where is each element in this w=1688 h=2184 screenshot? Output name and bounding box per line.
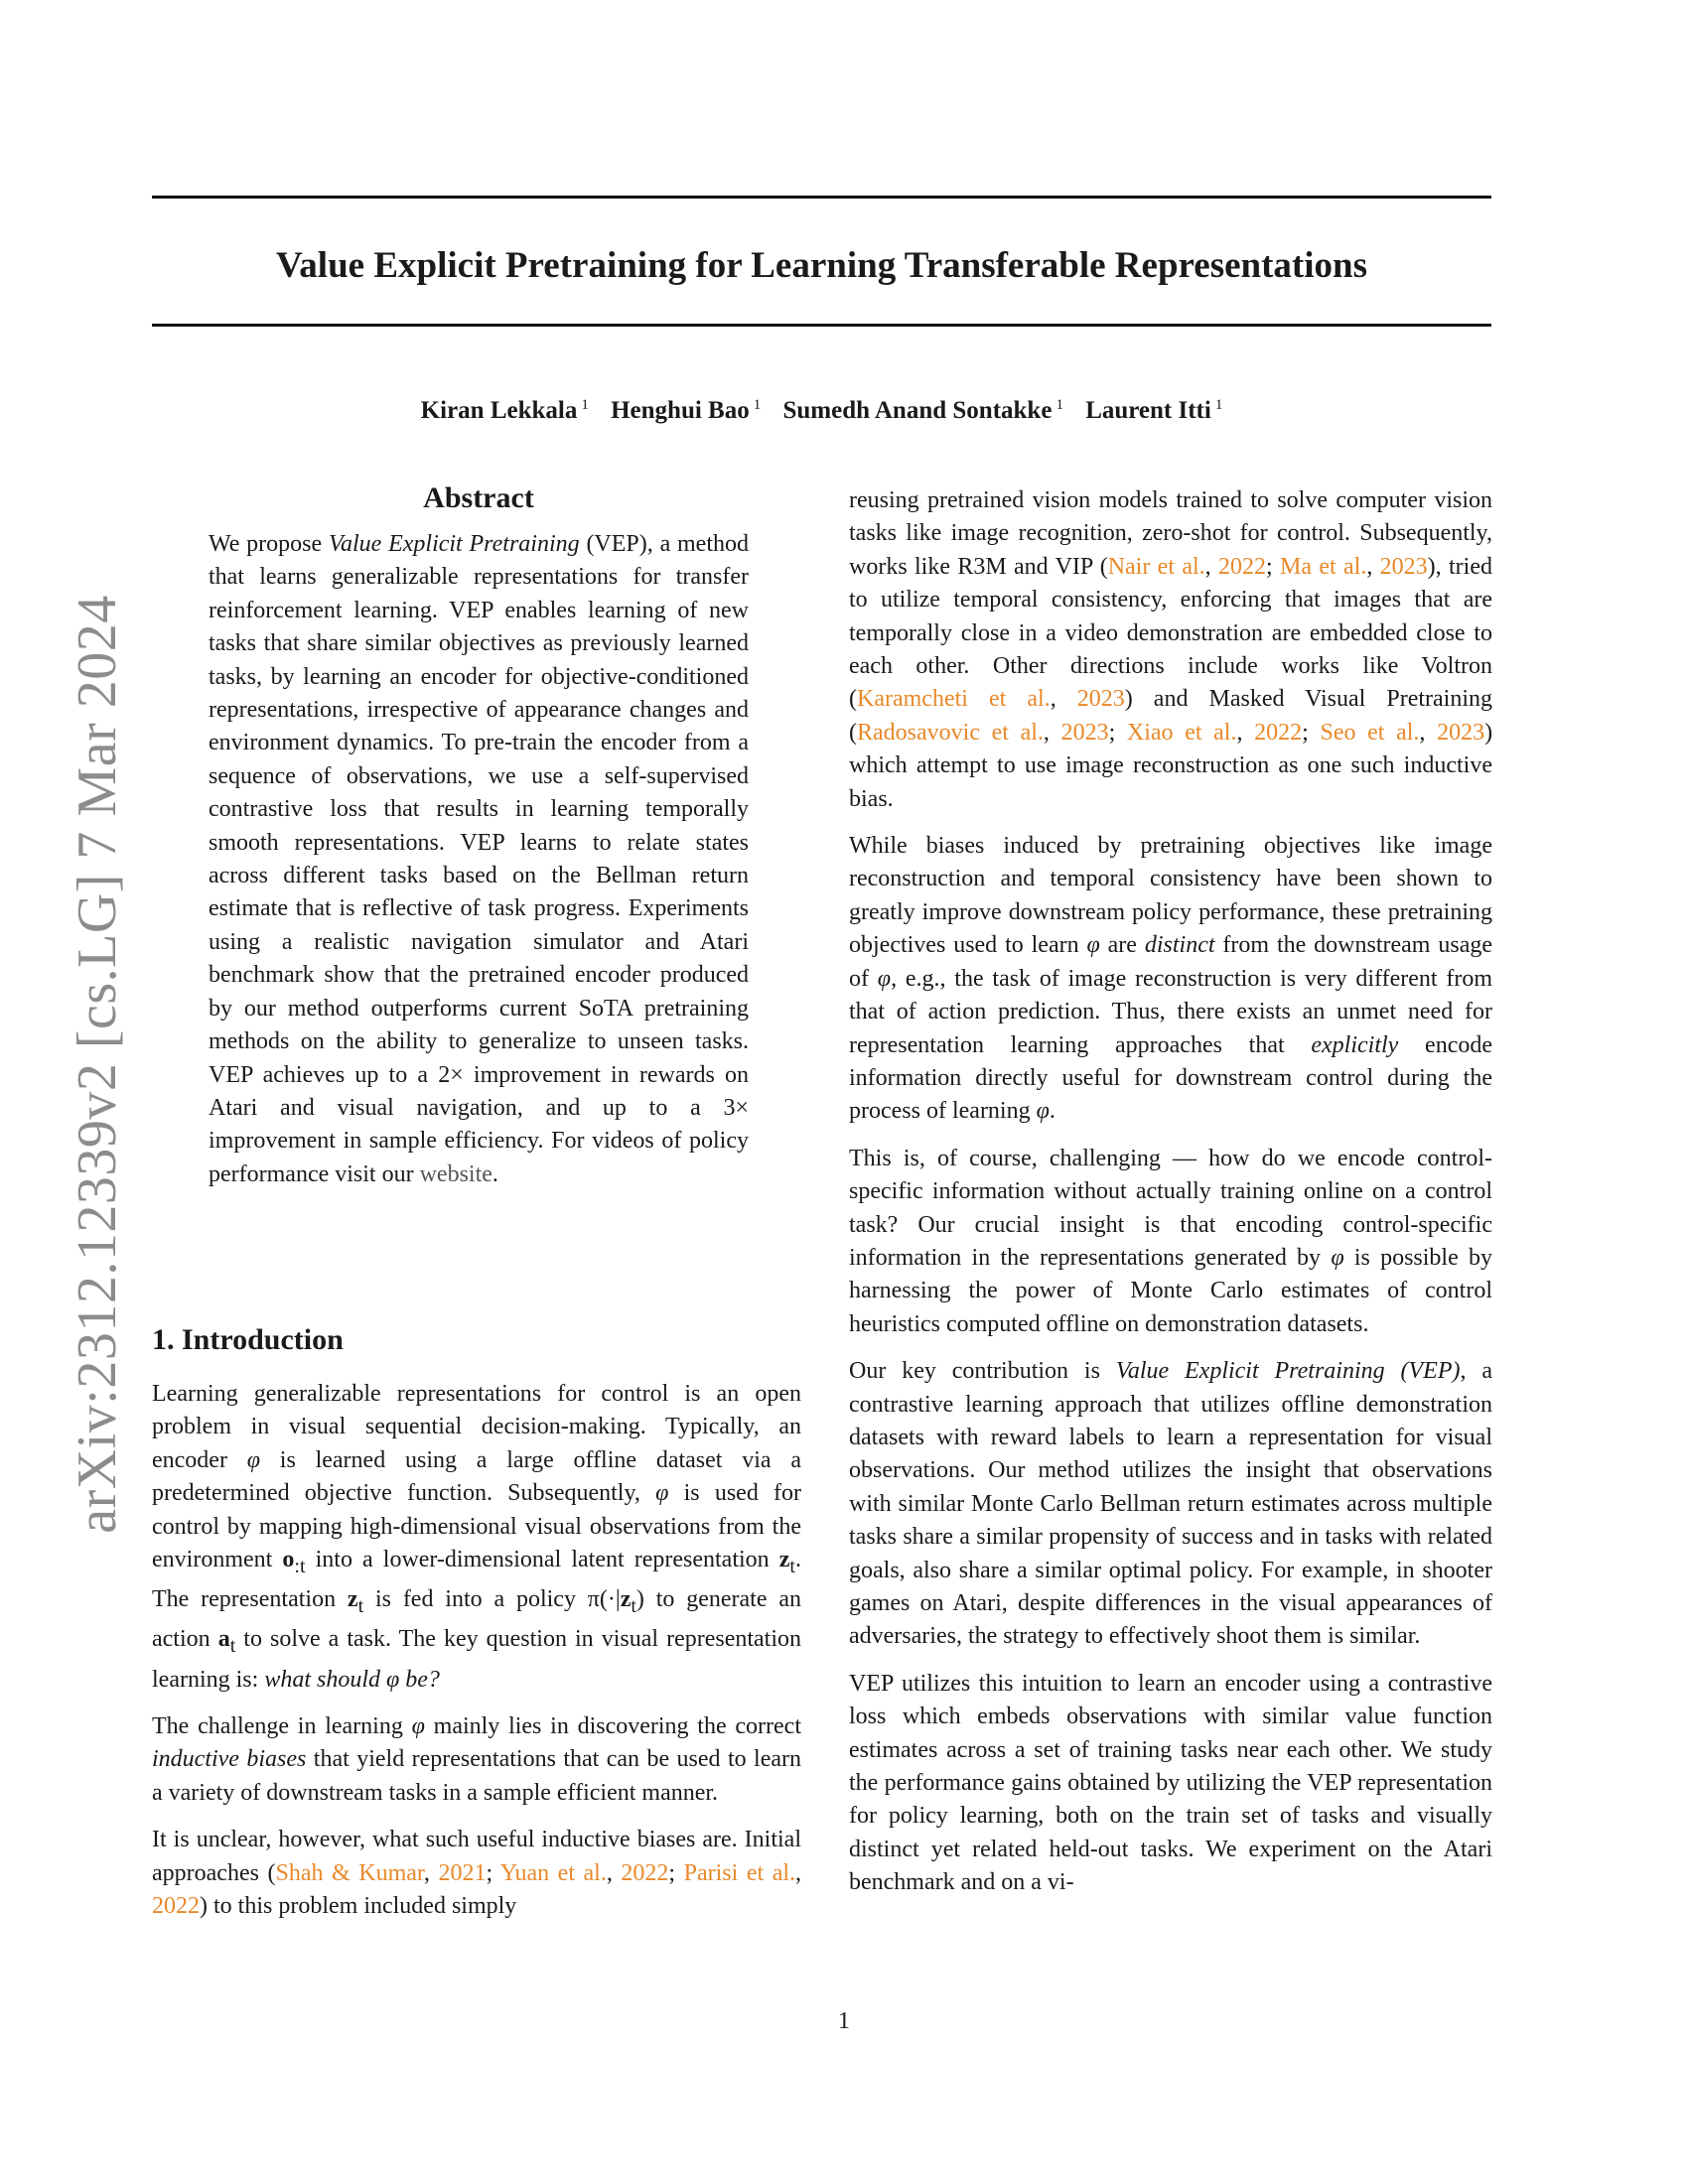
author-4 <box>1085 389 1222 427</box>
citation-link[interactable]: Radosavovic et al. <box>857 719 1044 746</box>
abstract-heading: Abstract <box>423 481 534 514</box>
intro-paragraph-3: It is unclear, however, what such useful inductive biases are. Initial approaches (Shah & Kumar, 2021; Yuan et al., 2022; Parisi et al., 2022) to this problem included simply <box>152 1827 802 1920</box>
author-name: Laurent Itti <box>1085 397 1211 424</box>
author-3 <box>782 389 1062 427</box>
paper-title: Value Explicit Pretraining for Learning Transferable Representations <box>275 245 1367 286</box>
right-paragraph-1: reusing pretrained vision models trained to solve computer vision tasks like image recognition, zero-shot for control. Subsequently, works like R3M and VIP (Nair et al., 2022; Ma et al., 2023), tried to utilize temporal consistency, enforcing that images that are temporally close in a video demonstration are embedded close to each other. Other directions include works like Voltron (Karamcheti et al., 2023) and Masked Visual Pretraining (Radosavovic et al., 2023; Xiao et al., 2022; Seo et al., 2023) which attempt to use image reconstruction as one such inductive bias. <box>849 487 1493 812</box>
citation-link[interactable]: Karamcheti et al. <box>857 686 1051 713</box>
citation-link[interactable]: Shah & Kumar <box>275 1859 424 1886</box>
arxiv-identifier-stamp: arXiv:2312.12339v2 [cs.LG] 7 Mar 2024 <box>67 595 128 1534</box>
introduction-left-column <box>152 1378 801 1923</box>
intro-paragraph-1: Learning generalizable representations for control is an open problem in visual sequential decision-making. Typically, an encoder φ is learned using a large offline dataset via a predetermined objective function. Subsequently, φ is used for control by mapping high-dimensional visual observations from the environment $o_{:t}$ into a lower-dimensional latent representation $z_t$. The representation $z_t$ is fed into a policy $\pi(\cdot|z_t)$ to generate an action $a_t$ to solve a task. The key question in visual representation learning is: what should φ be? <box>152 1381 802 1693</box>
author-2 <box>611 389 761 427</box>
abstract-paragraph: We propose Value Explicit Pretraining (VEP), a method that learns generalizable representations for transfer reinforcement learning. VEP enables learning of new tasks that share similar objectives as previously learned tasks, by learning an encoder for objective-conditioned representations, irrespective of appearance changes and environment dynamics. To pre-train the encoder from a sequence of observations, we use a self-supervised contrastive loss that results in learning temporally smooth representations. VEP learns to relate states across different tasks based on the Bellman return estimate that is reflective of task progress. Experiments using a realistic navigation simulator and Atari benchmark show that the pretrained encoder produced by our method outperforms current SoTA pretraining methods on the ability to generalize to unseen tasks. VEP achieves up to a 2× improvement in rewards on Atari and visual navigation, and up to a 3× improvement in sample efficiency. For videos of policy performance visit our website. <box>209 531 750 1187</box>
author-name: Kiran Lekkala <box>420 397 578 424</box>
right-paragraph-5: VEP utilizes this intuition to learn an encoder using a contrastive loss which embeds observations with similar value function estimates across a set of training tasks near each other. We study the performance gains obtained by utilizing the VEP representation for policy learning, both on the train set of tasks and visually distinct yet related held-out tasks. We experiment on the Atari benchmark and on a vi- <box>849 1670 1492 1896</box>
author-name: Henghui Bao <box>611 397 750 424</box>
citation-year-link[interactable]: 2022 <box>1254 719 1303 746</box>
author-affiliation: 1 <box>1055 397 1063 413</box>
author-list <box>152 389 1491 427</box>
citation-year-link[interactable]: 2021 <box>438 1859 487 1886</box>
citation-year-link[interactable]: 2023 <box>1437 719 1485 746</box>
intro-paragraph-2: The challenge in learning φ mainly lies in discovering the correct inductive biases that yield representations that can be used to learn a variety of downstream tasks in a sample efficient manner. <box>152 1713 802 1806</box>
citation-year-link[interactable]: 2023 <box>1379 553 1428 580</box>
page-number: 1 <box>838 2008 850 2034</box>
citation-link[interactable]: Ma et al. <box>1280 553 1367 580</box>
author-1 <box>421 389 589 427</box>
citation-year-link[interactable]: 2022 <box>1218 553 1266 580</box>
introduction-heading: 1. Introduction <box>152 1323 344 1356</box>
abstract-body <box>209 528 749 1191</box>
citation-link[interactable]: Yuan et al. <box>499 1859 607 1886</box>
citation-year-link[interactable]: 2022 <box>621 1859 669 1886</box>
citation-link[interactable]: Xiao et al. <box>1126 719 1237 746</box>
website-link[interactable]: website <box>419 1160 492 1187</box>
author-affiliation: 1 <box>581 397 589 413</box>
author-affiliation: 1 <box>1214 397 1223 413</box>
right-paragraph-2: While biases induced by pretraining objectives like image reconstruction and temporal consistency have been shown to greatly improve downstream policy performance, these pretraining objectives used to learn φ are distinct from the downstream usage of φ, e.g., the task of image reconstruction is very different from that of action prediction. Thus, there exists an unmet need for representation learning approaches that explicitly encode information directly useful for downstream control during the process of learning φ. <box>849 833 1493 1125</box>
citation-link[interactable]: Nair et al. <box>1107 553 1205 580</box>
title-top-rule <box>152 196 1491 199</box>
right-paragraph-3: This is, of course, challenging — how do we encode control-specific information without actually training online on a control task? Our crucial insight is that encoding control-specific information in the representations generated by φ is possible by harnessing the power of Monte Carlo estimates of control heuristics computed offline on demonstration datasets. <box>849 1145 1492 1337</box>
right-paragraph-4: Our key contribution is Value Explicit Pretraining (VEP), a contrastive learning approach that utilizes offline demonstration datasets with reward labels to learn a representation for visual observations. Our method utilizes the insight that observations with similar Monte Carlo Bellman return estimates across multiple tasks share a similar propensity of success and in tasks with related goals, also share a similar optimal policy. For example, in shooter games on Atari, despite differences in the visual appearances of adversaries, the strategy to effectively shoot them is similar. <box>849 1358 1492 1650</box>
right-column <box>849 484 1492 1900</box>
citation-link[interactable]: Parisi et al. <box>683 1859 796 1886</box>
citation-link[interactable]: Seo et al. <box>1320 719 1420 746</box>
citation-year-link[interactable]: 2022 <box>152 1893 200 1920</box>
citation-year-link[interactable]: 2023 <box>1076 686 1125 713</box>
author-affiliation: 1 <box>753 397 762 413</box>
author-name: Sumedh Anand Sontakke <box>782 397 1053 424</box>
title-bottom-rule <box>152 324 1491 327</box>
citation-year-link[interactable]: 2023 <box>1060 719 1109 746</box>
